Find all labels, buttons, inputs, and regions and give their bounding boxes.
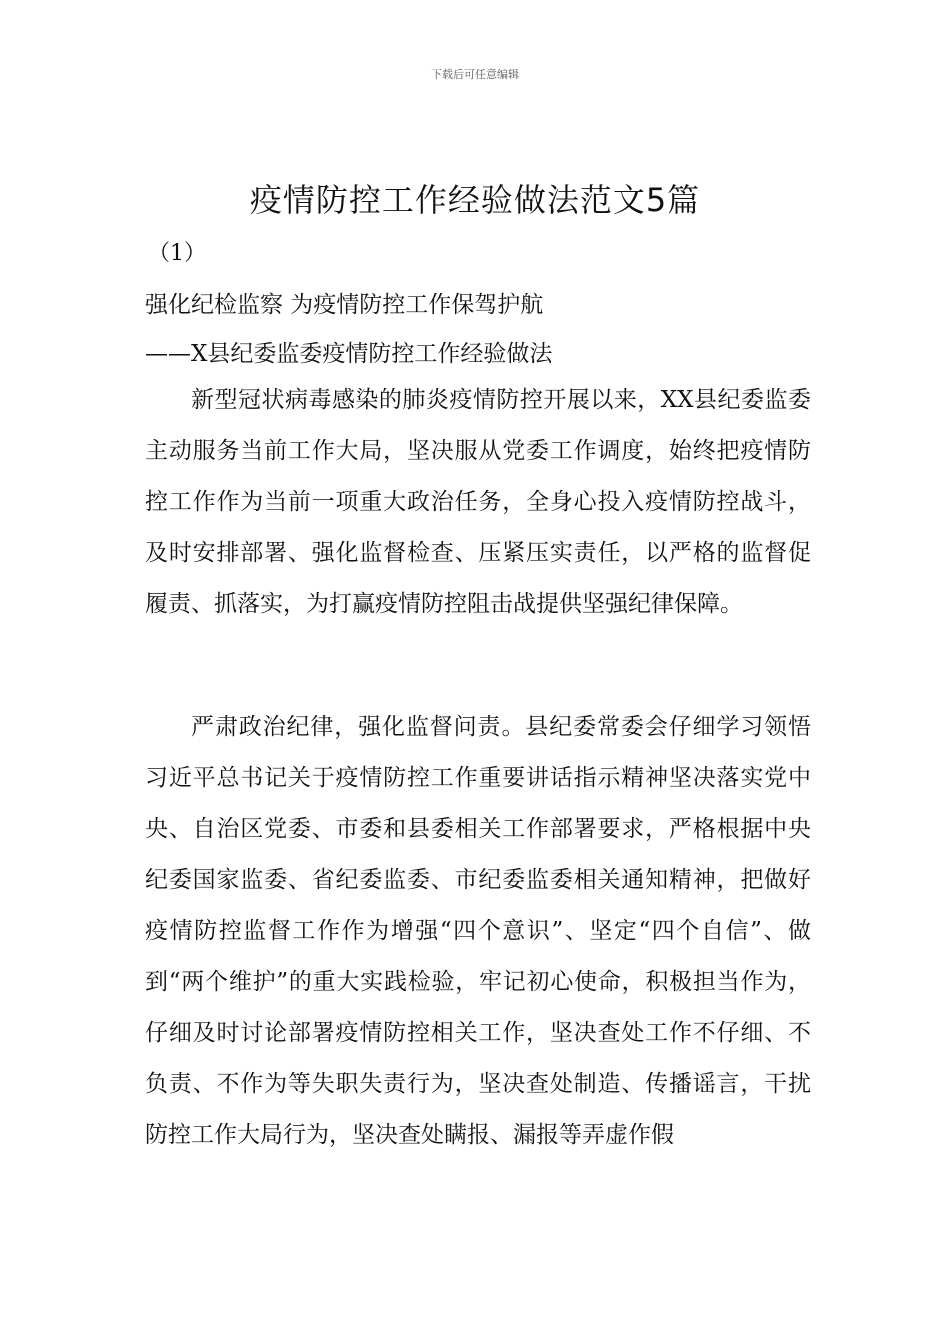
header-note: 下载后可任意编辑 <box>431 68 519 81</box>
body-paragraph-1: 新型冠状病毒感染的肺炎疫情防控开展以来，XX县纪委监委主动服务当前工作大局，坚决服从党委工作调度，始终把疫情防控工作作为当前一项重大政治任务，全身心投入疫情防控战斗，及时安排部署、强化监督检查、压紧压实责任，以严格的监督促履责、抓落实，为打赢疫情防控阻击战提供坚强纪律保障。 <box>145 387 811 617</box>
article-subtitle: 强化纪检监察 为疫情防控工作保驾护航 <box>145 292 544 318</box>
article-byline: ——X县纪委监委疫情防控工作经验做法 <box>145 341 553 367</box>
section-number: （1） <box>148 241 206 266</box>
document-title: 疫情防控工作经验做法范文5篇 <box>249 181 701 219</box>
body-paragraph-2: 严肃政治纪律，强化监督问责。县纪委常委会仔细学习领悟习近平总书记关于疫情防控工作重要讲话指示精神坚决落实党中央、自治区党委、市委和县委相关工作部署要求，严格根据中央纪委国家监委、省纪委监委、市纪委监委相关通知精神，把做好疫情防控监督工作作为增强“四个意识”、坚定“四个自信”、做到“两个维护”的重大实践检验，牢记初心使命，积极担当作为，仔细及时讨论部署疫情防控相关工作，坚决查处工作不仔细、不负责、不作为等失职失责行为，坚决查处制造、传播谣言，干扰防控工作大局行为，坚决查处瞒报、漏报等弄虚作假 <box>145 714 811 1148</box>
